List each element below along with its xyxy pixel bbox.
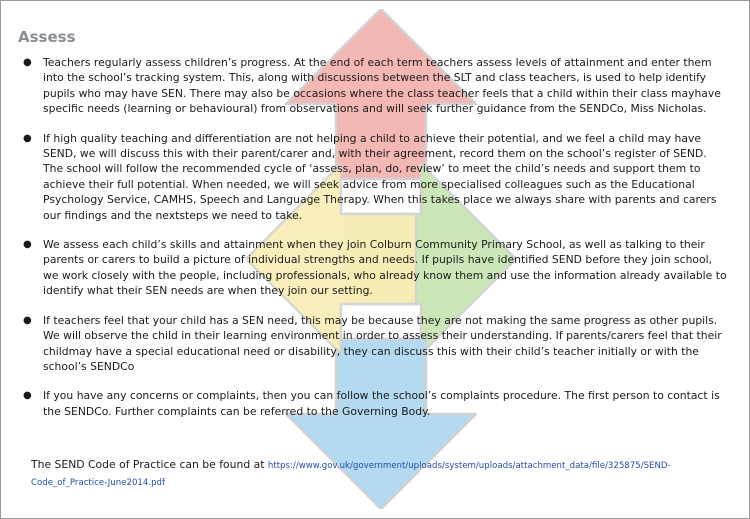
- bullet-icon: ●: [23, 57, 32, 68]
- assessment-bullet-list: [17, 55, 727, 433]
- code-of-practice-note: [31, 457, 731, 491]
- footer-text: The SEND Code of Practice can be found at: [31, 458, 268, 471]
- list-item: [17, 131, 727, 223]
- list-item: [17, 313, 727, 375]
- list-item-text: If teachers feel that your child has a SEN need, this may be because they are not making the same progress as other pupils. We will observe the child in their learning environment in order to assess their understanding. If parents/carers feel that their childmay have a special educational need or disability, they can discuss this with their child’s teacher initially or with the school’s SENDCo: [43, 313, 722, 373]
- list-item-text: If high quality teaching and differentiation are not helping a child to achieve their potential, and we feel a child may have SEND, we will discuss this with their parent/carer and, with their agreement, record them on the school’s register of SEND. The school will follow the recommended cycle of ‘assess, plan, do, review’ to meet the child’s needs and support them to achieve their full potential. When needed, we will seek advice from more specialised colleagues such as the Educational Psychology Service, CAMHS, Speech and Language Therapy. When this takes place we always share with parents and carers our findings and the nextsteps we need to take.: [43, 131, 717, 222]
- list-item-text: We assess each child’s skills and attainment when they join Colburn Community Primary School, as well as talking to their parents or carers to build a picture of individual strengths and needs. If pupils have identified SEND before they join school, we work closely with the people, including professionals, who already know them and use the information already available to identify what their SEN needs are when they join our setting.: [43, 238, 727, 298]
- bullet-icon: ●: [23, 314, 32, 326]
- list-item-text: If you have any concerns or complaints, then you can follow the school’s complaints procedure. The first person to contact is the SENDCo. Further complaints can be referred to the Governing Body.: [43, 389, 720, 418]
- bullet-icon: ●: [23, 390, 32, 402]
- list-item: [17, 55, 727, 117]
- bullet-icon: ●: [23, 239, 32, 251]
- list-item: [17, 237, 727, 299]
- bullet-icon: ●: [23, 132, 32, 144]
- code-of-practice-link[interactable]: https://www.gov.uk/government/uploads/system/uploads/attachment_data/file/325875/SEND-Code_of_Practice-June2014.pdf: [31, 461, 671, 488]
- section-title: Assess: [18, 28, 76, 46]
- list-item: [17, 388, 727, 419]
- list-item-text: Teachers regularly assess children’s progress. At the end of each term teachers assess levels of attainment and enter them into the school’s tracking system. This, along with discussions between the SLT and class teachers, is used to help identify pupils who may have SEN. There may also be occasions where the class teacher feels that a child within their class mayhave specific needs (learning or behavioural) from observations and will seek further guidance from the SENDCo, Miss Nicholas.: [43, 56, 721, 116]
